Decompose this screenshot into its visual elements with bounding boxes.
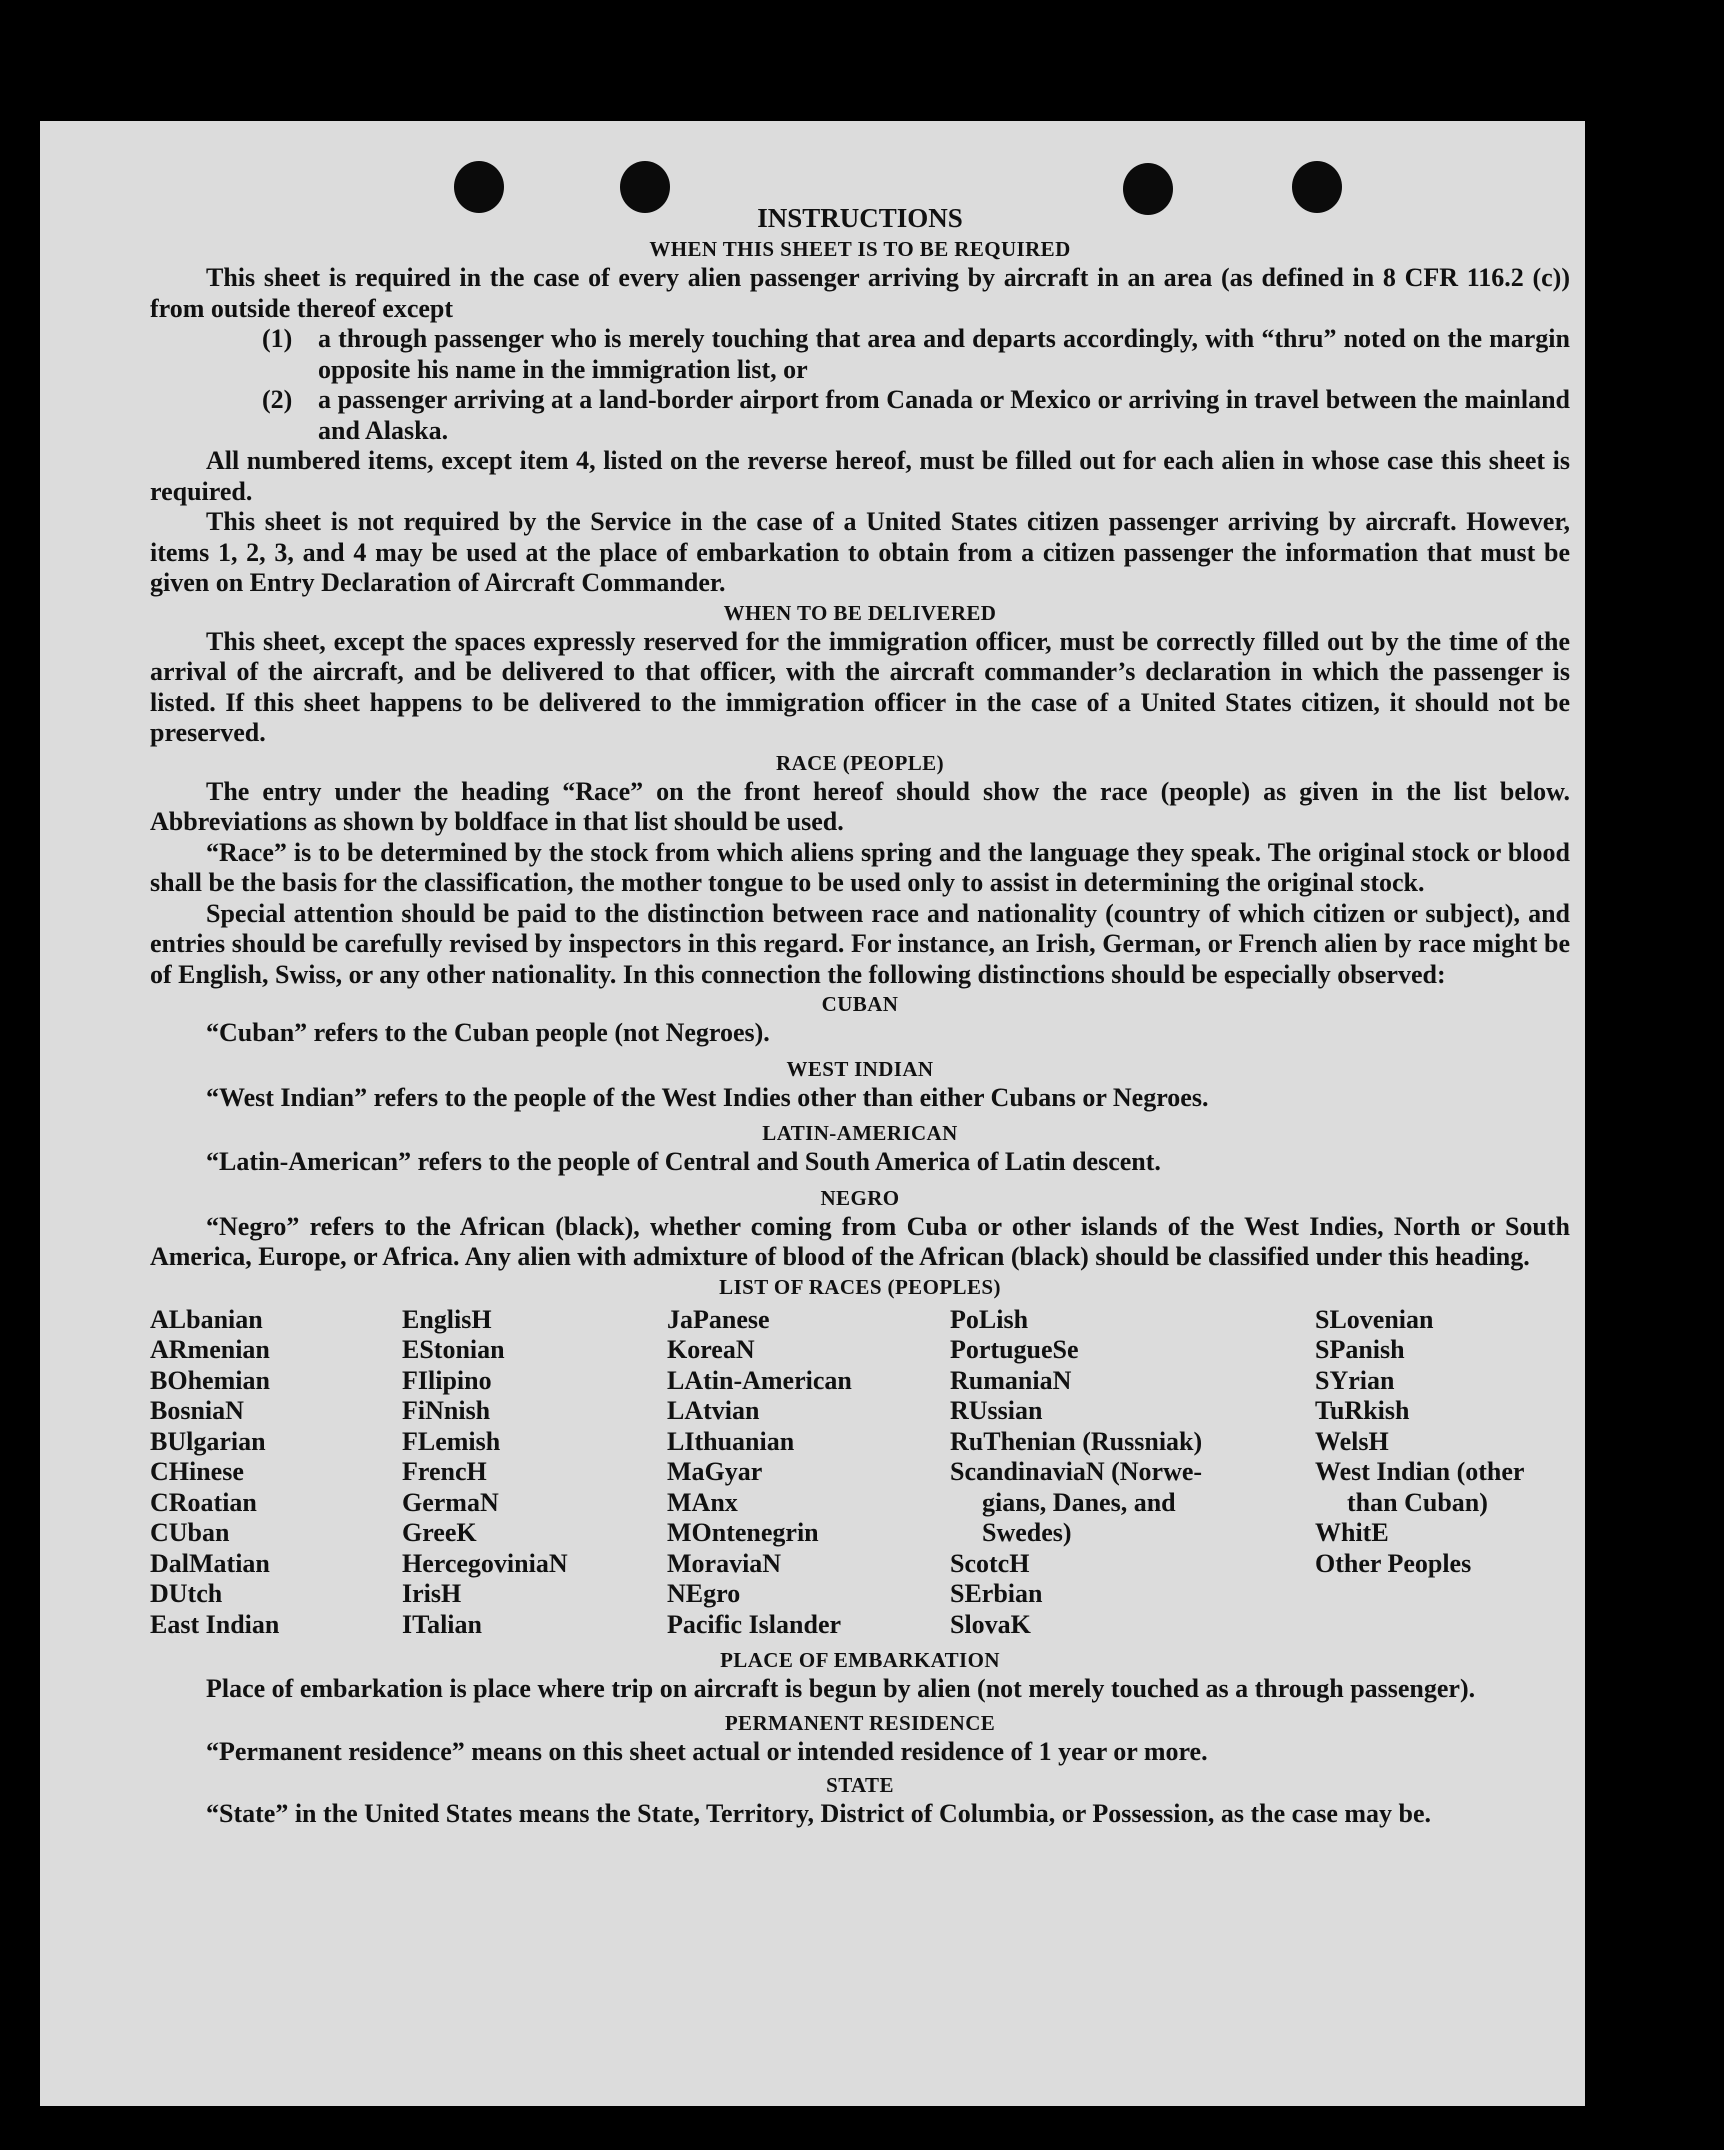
race-entry: PortugueSe [950, 1335, 1079, 1364]
race-entry: MoraviaN [667, 1548, 782, 1578]
race-entry: LIthuanian [667, 1426, 795, 1456]
race-entry: FLemish [402, 1426, 501, 1456]
races-column-2 [402, 1305, 667, 1641]
race-entry: SlovaK [950, 1609, 1031, 1639]
race-entry: GermaN [402, 1487, 499, 1517]
race-entry: FiNnish [402, 1396, 491, 1425]
race-entry: RuThenian (Russniak) [950, 1426, 1203, 1456]
race-entry-continuation: gians, Danes, and [982, 1487, 1176, 1517]
section-heading-negro: NEGRO [820, 1185, 900, 1210]
section-heading-list-of-races: LIST OF RACES (PEOPLES) [719, 1274, 1001, 1299]
paragraph-race-1: The entry under the heading “Race” on the front hereof should show the race (people) as given in the list below. Abbreviations as shown by boldface in that list should be used. [150, 776, 1570, 836]
section-heading-delivered: WHEN TO BE DELIVERED [723, 600, 997, 625]
race-entry: SPanish [1315, 1335, 1405, 1364]
section-heading-cuban: CUBAN [821, 992, 899, 1016]
race-entry: Other Peoples [1315, 1548, 1472, 1578]
paragraph-required-3: This sheet is not required by the Service in the case of a United States citizen passenger arriving by aircraft. However, items 1, 2, 3, and 4 may be used at the place of embarkation to obtain from a citizen passenger the information that must be given on Entry Declaration of Aircraft Commander. [150, 507, 1570, 597]
race-entry: LAtvian [667, 1396, 760, 1425]
section-heading-west-indian: WEST INDIAN [786, 1056, 934, 1081]
race-entry: GreeK [402, 1518, 477, 1547]
race-entry: KoreaN [667, 1335, 755, 1364]
race-entry: BUlgarian [150, 1426, 266, 1456]
race-entry: ALbanian [150, 1304, 263, 1334]
race-entry: EStonian [402, 1335, 505, 1364]
race-entry: LAtin-American [667, 1365, 852, 1395]
race-entry: ITalian [402, 1609, 482, 1639]
race-entry: TuRkish [1315, 1396, 1410, 1425]
race-entry: PoLish [950, 1304, 1029, 1334]
list-item-number: (2) [262, 385, 293, 414]
paragraph-required-2: All numbered items, except item 4, listed on the reverse hereof, must be filled out for each alien in whose case this sheet is required. [150, 446, 1570, 506]
instructions-content [150, 201, 1570, 1830]
list-item-1 [150, 324, 1570, 385]
race-entry: FIlipino [402, 1365, 492, 1395]
race-entry: IrisH [402, 1579, 462, 1608]
race-entry: ScandinaviaN (Norwe- [950, 1457, 1203, 1486]
race-entry: MOntenegrin [667, 1518, 819, 1547]
race-entry: ScotcH [950, 1548, 1030, 1578]
race-entry: SErbian [950, 1579, 1043, 1608]
section-heading-latin-american: LATIN-AMERICAN [762, 1121, 958, 1145]
race-entry: CHinese [150, 1457, 244, 1486]
race-entry-continuation: Swedes) [982, 1518, 1072, 1547]
list-item-2 [150, 385, 1570, 446]
race-entry: East Indian [150, 1609, 280, 1639]
section-heading-race: RACE (PEOPLE) [776, 750, 944, 775]
race-entry: WhitE [1315, 1518, 1389, 1547]
paragraph-race-2: “Race” is to be determined by the stock from which aliens spring and the language they speak. The original stock or blood shall be the basis for the classification, the mother tongue to be used only to assist in determining the original stock. [150, 837, 1570, 897]
section-heading-residence: PERMANENT RESIDENCE [724, 1710, 996, 1735]
races-column-3 [667, 1305, 950, 1641]
document-sheet [40, 121, 1585, 2106]
race-entry: BosniaN [150, 1396, 244, 1425]
paragraph-residence: “Permanent residence” means on this sheet actual or intended residence of 1 year or more. [206, 1736, 1208, 1766]
race-entry-continuation: than Cuban) [1347, 1487, 1488, 1517]
race-entry: SYrian [1315, 1365, 1395, 1395]
list-item-text: a passenger arriving at a land-border airport from Canada or Mexico or arriving in travel between the mainland and Alaska. [318, 385, 1570, 445]
paragraph-delivered: This sheet, except the spaces expressly reserved for the immigration officer, must be correctly filled out by the time of the arrival of the aircraft, and be delivered to that officer, with the aircraft commander’s declaration in which the passenger is listed. If this sheet happens to be delivered to the immigration officer in the case of a United States citizen, it should not be preserved. [150, 626, 1570, 747]
race-entry: JaPanese [667, 1304, 770, 1334]
race-entry: EnglisH [402, 1304, 492, 1334]
race-entry: FrencH [402, 1457, 487, 1486]
race-entry: NEgro [667, 1579, 741, 1608]
race-entry: SLovenian [1315, 1304, 1434, 1334]
race-entry: West Indian (other [1315, 1457, 1525, 1486]
race-entry: RUssian [950, 1396, 1043, 1425]
race-entry: MaGyar [667, 1457, 763, 1486]
paragraph-state: “State” in the United States means the State, Territory, District of Columbia, or Possession, as the case may be. [206, 1799, 1432, 1828]
race-entry: DUtch [150, 1579, 223, 1608]
race-entry: CRoatian [150, 1487, 257, 1517]
race-entry: RumaniaN [950, 1365, 1072, 1395]
race-entry: DalMatian [150, 1548, 270, 1578]
paragraph-latin-american: “Latin-American” refers to the people of Central and South America of Latin descent. [206, 1147, 1161, 1176]
races-column-1 [150, 1305, 402, 1641]
races-list [150, 1305, 1570, 1641]
paragraph-cuban: “Cuban” refers to the Cuban people (not Negroes). [206, 1018, 770, 1047]
paragraph-embarkation: Place of embarkation is place where trip on aircraft is begun by alien (not merely touched as a through passenger). [206, 1674, 1476, 1703]
paragraph-negro: “Negro” refers to the African (black), whether coming from Cuba or other islands of the West Indies, North or South America, Europe, or Africa. Any alien with admixture of blood of the African (black) should be classified under this heading. [150, 1211, 1570, 1271]
race-entry: ARmenian [150, 1335, 270, 1364]
races-column-5 [1315, 1305, 1570, 1641]
section-heading-embarkation: PLACE OF EMBARKATION [720, 1648, 1000, 1672]
section-heading-required: WHEN THIS SHEET IS TO BE REQUIRED [649, 237, 1071, 261]
race-entry: Pacific Islander [667, 1609, 842, 1639]
list-item-text: a through passenger who is merely touching that area and departs accordingly, with “thru” noted on the margin opposite his name in the immigration list, or [318, 324, 1570, 384]
list-item-number: (1) [262, 324, 293, 353]
race-entry: HercegoviniaN [402, 1548, 568, 1578]
race-entry: WelsH [1315, 1426, 1389, 1456]
section-heading-state: STATE [826, 1773, 894, 1797]
race-entry: CUban [150, 1518, 230, 1547]
races-column-4 [950, 1305, 1315, 1641]
paragraph-race-3: Special attention should be paid to the distinction between race and nationality (country of which citizen or subject), and entries should be carefully revised by inspectors in this regard. For instance, an Irish, German, or French alien by race might be of English, Swiss, or any other nationality. In this connection the following distinctions should be especially observed: [150, 898, 1570, 989]
page-title: INSTRUCTIONS [757, 203, 963, 233]
paragraph-west-indian: “West Indian” refers to the people of the West Indies other than either Cubans or Negroes. [206, 1082, 1209, 1112]
race-entry: BOhemian [150, 1365, 270, 1395]
paragraph-required-1: This sheet is required in the case of every alien passenger arriving by aircraft in an area (as defined in 8 CFR 116.2 (c)) from outside thereof except [150, 263, 1570, 323]
race-entry: MAnx [667, 1487, 738, 1517]
